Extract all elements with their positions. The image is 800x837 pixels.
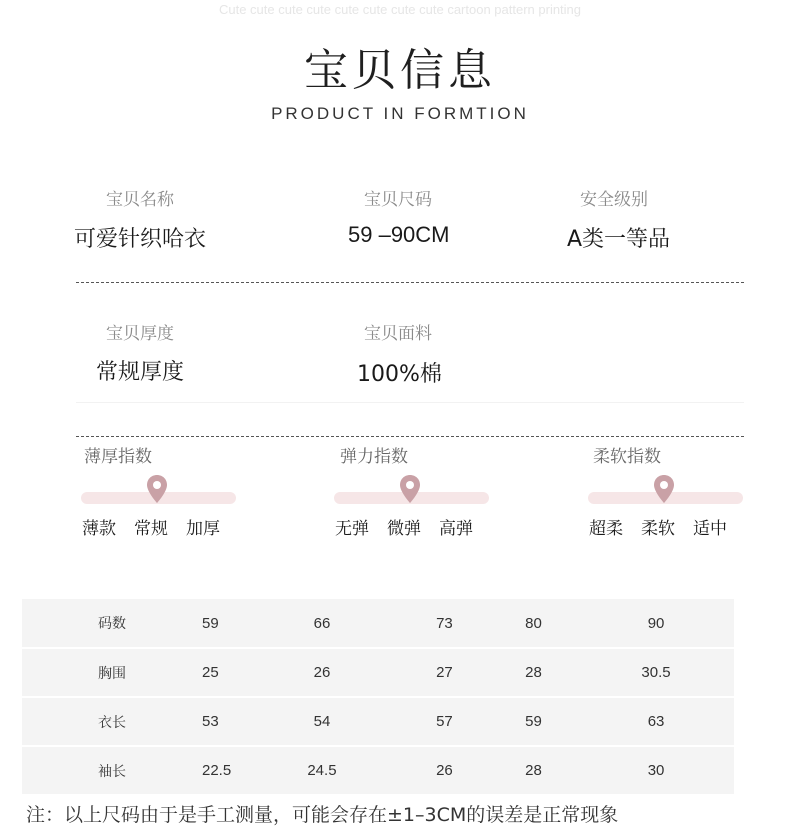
page-title: 宝贝信息	[304, 45, 496, 96]
table-cell: 27	[400, 648, 489, 697]
field-label-fabric: 宝贝面料	[364, 324, 432, 344]
index-options-elasticity	[335, 514, 473, 539]
row-head: 胸围	[22, 648, 202, 697]
table-cell: 22.5	[202, 746, 244, 795]
table-row	[22, 599, 734, 648]
field-label-thickness: 宝贝厚度	[106, 324, 174, 344]
dashed-divider	[76, 282, 744, 283]
index-option-selected: 微弹	[387, 519, 421, 539]
index-option: 加厚	[186, 519, 220, 539]
index-option-selected: 柔软	[641, 519, 675, 539]
table-cell: 30	[578, 746, 734, 795]
tagline: Cute cute cute cute cute cute cute cute cartoon pattern printing	[218, 2, 582, 17]
table-cell: 59	[202, 599, 244, 648]
table-cell: 26	[244, 648, 400, 697]
index-title-softness: 柔软指数	[593, 447, 661, 467]
index-options-thickness	[82, 514, 220, 539]
location-pin-icon	[653, 474, 675, 504]
table-cell: 63	[578, 697, 734, 746]
index-option: 薄款	[82, 519, 116, 539]
table-cell: 80	[489, 599, 578, 648]
index-option: 超柔	[589, 519, 623, 539]
field-value-name: 可爱针织哈衣	[74, 227, 207, 252]
field-value-thickness: 常规厚度	[96, 360, 185, 385]
table-cell: 28	[489, 746, 578, 795]
dashed-divider	[76, 436, 744, 437]
table-cell: 25	[202, 648, 244, 697]
field-value-safety: A类一等品	[567, 227, 671, 252]
table-cell: 57	[400, 697, 489, 746]
table-cell: 66	[244, 599, 400, 648]
index-title-elasticity: 弹力指数	[340, 447, 408, 467]
index-option-selected: 常规	[134, 519, 168, 539]
measurement-note: 注：以上尺码由于是手工测量，可能会存在±1–3CM的误差是正常现象	[26, 804, 619, 826]
location-pin-icon	[399, 474, 421, 504]
table-cell: 26	[400, 746, 489, 795]
table-cell: 28	[489, 648, 578, 697]
table-cell: 90	[578, 599, 734, 648]
row-head: 袖长	[22, 746, 202, 795]
table-cell: 59	[489, 697, 578, 746]
table-row	[22, 746, 734, 795]
table-row	[22, 697, 734, 746]
index-title-thickness: 薄厚指数	[84, 447, 152, 467]
table-cell: 73	[400, 599, 489, 648]
index-option: 无弹	[335, 519, 369, 539]
field-value-fabric: 100%棉	[357, 362, 442, 387]
field-label-size: 宝贝尺码	[364, 190, 432, 210]
table-cell: 53	[202, 697, 244, 746]
field-label-safety: 安全级别	[580, 190, 648, 210]
row-head: 码数	[22, 599, 202, 648]
table-row	[22, 648, 734, 697]
index-option: 高弹	[439, 519, 473, 539]
table-cell: 30.5	[578, 648, 734, 697]
index-option: 适中	[693, 519, 727, 539]
size-table	[22, 599, 734, 796]
location-pin-icon	[146, 474, 168, 504]
field-label-name: 宝贝名称	[106, 190, 174, 210]
page-subtitle: PRODUCT IN FORMTION	[271, 104, 529, 123]
table-cell: 24.5	[244, 746, 400, 795]
faint-divider	[76, 402, 744, 403]
index-options-softness	[589, 514, 727, 539]
table-cell: 54	[244, 697, 400, 746]
field-value-size: 59 –90CM	[348, 222, 450, 247]
row-head: 衣长	[22, 697, 202, 746]
